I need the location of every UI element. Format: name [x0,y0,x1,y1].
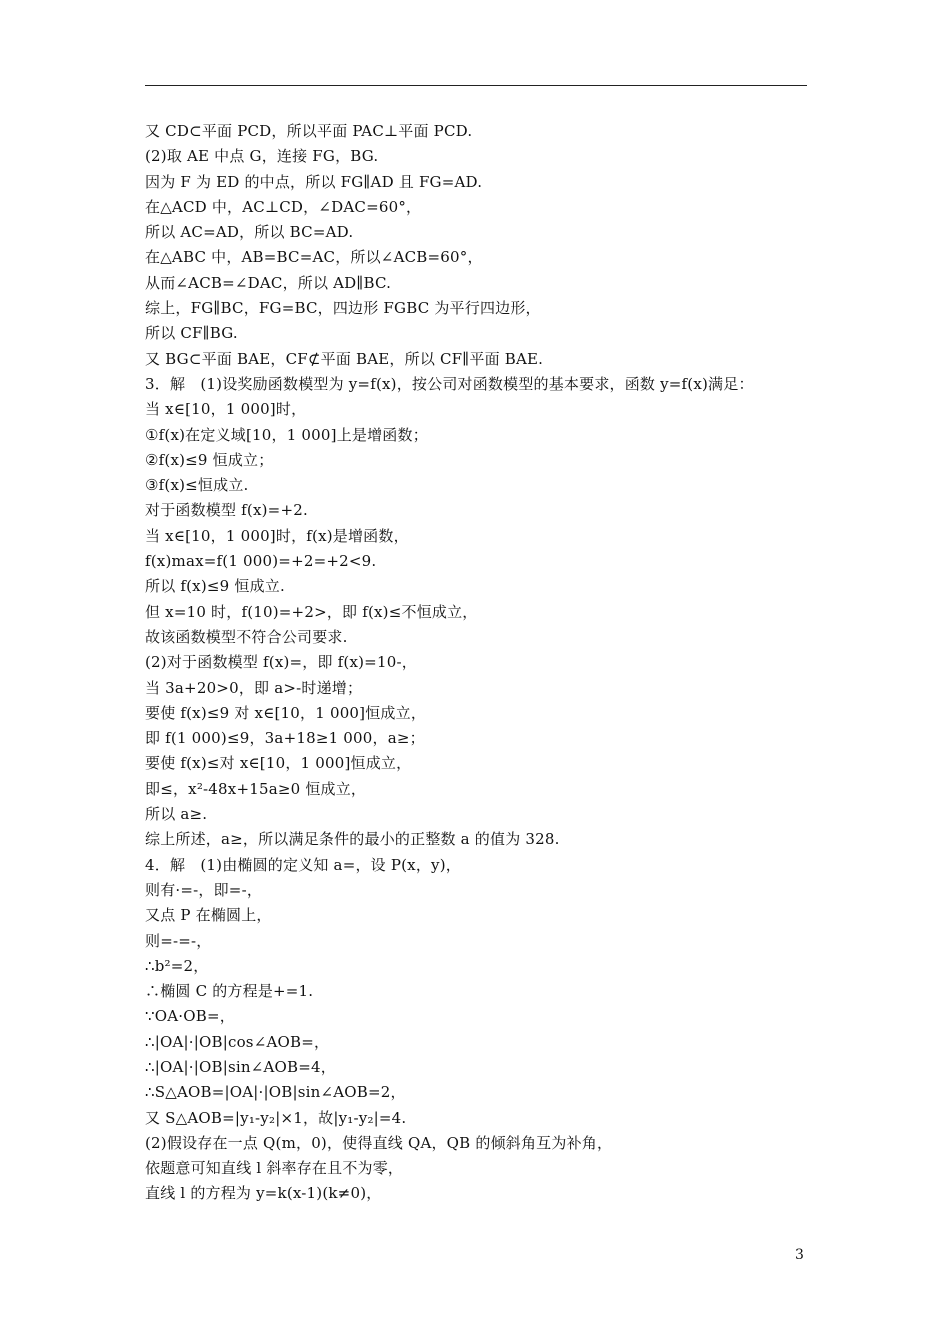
text-line: 综上所述，a≥，所以满足条件的最小的正整数 a 的值为 328. [145,830,560,849]
text-line: f(x)max=f(1 000)=+2=+2<9. [145,552,377,571]
page-number: 3 [795,1247,804,1263]
text-line: ∴S△AOB=|OA|·|OB|sin∠AOB=2， [145,1083,406,1102]
text-line: ①f(x)在定义域[10，1 000]上是增函数； [145,425,428,444]
text-line: 所以 AC=AD，所以 BC=AD. [145,223,354,242]
text-line: (2)对于函数模型 f(x)=，即 f(x)=10-， [145,653,417,672]
text-line: 当 3a+20>0，即 a>-时递增； [145,678,363,697]
text-line: ∴|OA|·|OB|sin∠AOB=4， [145,1057,336,1076]
text-line: 要使 f(x)≤对 x∈[10，1 000]恒成立， [145,754,412,773]
text-line: 因为 F 为 ED 的中点，所以 FG∥AD 且 FG=AD. [145,172,483,191]
text-line: 但 x=10 时，f(10)=+2>，即 f(x)≤不恒成立， [145,602,478,621]
text-line: 又 BG⊂平面 BAE，CF⊄平面 BAE，所以 CF∥平面 BAE. [145,349,544,368]
text-line: 在△ACD 中，AC⊥CD，∠DAC=60°， [145,197,422,216]
text-line: 所以 CF∥BG. [145,324,238,343]
text-line: 4．解 (1)由椭圆的定义知 a=，设 P(x，y)， [145,855,461,874]
text-line: 所以 a≥. [145,805,208,824]
text-line: 所以 f(x)≤9 恒成立. [145,577,285,596]
text-line: ③f(x)≤恒成立. [145,476,249,495]
text-line: 即≤，x²-48x+15a≥0 恒成立， [145,779,367,798]
document-body [145,119,825,1207]
text-line: 即 f(1 000)≤9，3a+18≥1 000，a≥； [145,729,425,748]
text-line: 当 x∈[10，1 000]时， [145,400,307,419]
text-line: 直线 l 的方程为 y=k(x-1)(k≠0)， [145,1184,382,1203]
text-line: 则=-=-， [145,931,212,950]
text-line: 又 CD⊂平面 PCD，所以平面 PAC⊥平面 PCD. [145,122,473,140]
text-line: 要使 f(x)≤9 对 x∈[10，1 000]恒成立， [145,703,427,722]
header-rule [145,85,807,86]
text-line: ∵OA·OB=， [145,1007,235,1026]
text-line: 又 S△AOB=|y₁-y₂|×1，故|y₁-y₂|=4. [145,1108,407,1127]
text-line: ∴椭圆 C 的方程是+=1. [145,982,314,1001]
text-line: 综上，FG∥BC，FG=BC，四边形 FGBC 为平行四边形， [145,299,541,318]
text-line: 从而∠ACB=∠DAC，所以 AD∥BC. [145,273,392,292]
text-line: 又点 P 在椭圆上， [145,906,272,925]
text-line: ∴|OA|·|OB|cos∠AOB=， [145,1032,330,1051]
text-line: 则有·=-，即=-， [145,880,263,899]
text-line: (2)取 AE 中点 G，连接 FG，BG. [145,147,379,166]
text-line: ②f(x)≤9 恒成立； [145,450,274,469]
text-line: 故该函数模型不符合公司要求. [145,627,348,646]
text-line: (2)假设存在一点 Q(m，0)，使得直线 QA，QB 的倾斜角互为补角， [145,1133,613,1152]
text-line: 当 x∈[10，1 000]时，f(x)是增函数， [145,526,409,545]
text-line: 在△ABC 中，AB=BC=AC，所以∠ACB=60°， [145,248,483,267]
text-line: 3．解 (1)设奖励函数模型为 y=f(x)，按公司对函数模型的基本要求，函数 y=f(x)满足： [145,374,754,393]
text-line: ∴b²=2， [145,956,209,975]
text-line: 依题意可知直线 l 斜率存在且不为零， [145,1159,404,1178]
text-line: 对于函数模型 f(x)=+2. [145,501,308,520]
